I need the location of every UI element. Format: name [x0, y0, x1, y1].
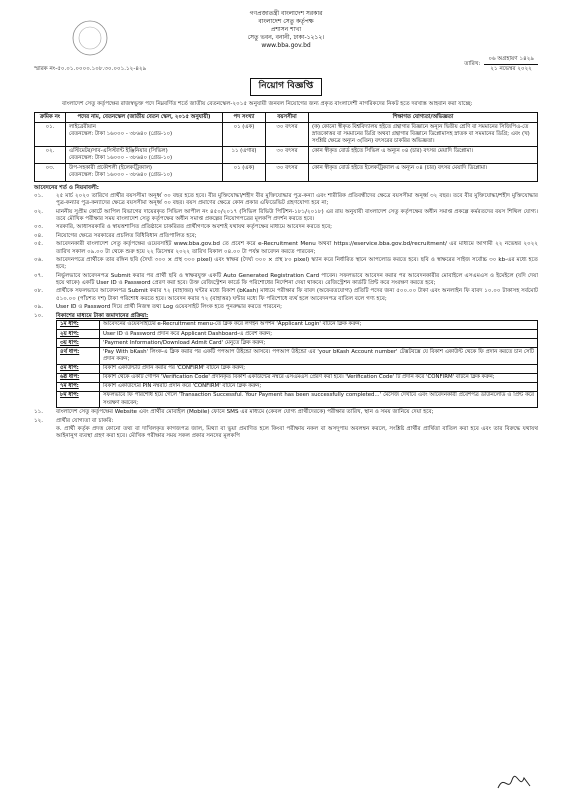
branch-name: প্রশাসন শাখা — [270, 25, 302, 33]
step-text: বিকাশ একাউন্টটি প্রদান করার পর 'CONFIRM' বাটনে ক্লিক করুন; — [100, 364, 538, 373]
item-text: ক. প্রার্থী কর্তৃক প্রদত্ত কোনো তথ্য বা দাখিলকৃত কাগজপত্র জাল, মিথ্যা বা ভুয়া প্রমাণিত হলে কিংবা পরীক্ষায় নকল বা অসদুপায় অবলম্বন করলে, সংশ্লিষ্ট প্রার্থীর প্রার্থিতা বাতিল করা হবে এবং তার বিরুদ্ধে যথাযথ আইনানুগ ব্যবস্থা গ্রহণ করা হবে। মৌখিক পরীক্ষার সময় সকল প্রকার সনদের মূলকপি — [56, 425, 538, 440]
item-number: ০৫. — [34, 241, 44, 248]
government-seal-icon — [70, 18, 110, 58]
bkash-step-row — [57, 382, 538, 391]
cell-serial: ০১. — [35, 122, 66, 146]
item-text: আবেদনপত্রে প্রার্থীকে তার রঙ্গিন ছবি (দৈর্ঘ্য ৩০০ × প্রস্থ ৩০০ pixel) এবং স্বাক্ষর (দৈর্ঘ্য ৩০০ × প্রস্থ ৮০ pixel) স্ক্যান করে নির্ধারিত স্থানে আপলোড করতে হবে। ছবি ও স্বাক্ষরের সাইজ সর্বোচ্চ ৩০ kb-এর মধ্যে হতে হবে; — [56, 256, 538, 271]
condition-item — [34, 257, 538, 272]
cell-serial: ০২. — [35, 147, 66, 164]
table-row — [35, 147, 538, 164]
post-scale: বেতনস্কেল: টাকা ১৬০০০ - ৩৮৬৪০ (গ্রেড-১০) — [69, 130, 173, 137]
post-name: উপ-সহকারী প্রকৌশলী (ইলেকট্রিক্যাল) — [69, 165, 152, 172]
condition-item — [34, 193, 538, 208]
bkash-step-row — [57, 348, 538, 364]
cell-count: ০১ (এক) — [223, 122, 266, 146]
date-label: তারিখ: — [464, 60, 481, 67]
item-text: ২৫ মার্চ ২০২০ তারিখে প্রার্থীর বয়সসীমা অনূর্ধ্ব ৩০ বছর হতে হবে। বীর মুক্তিযোদ্ধা/শহীদ বীর মুক্তিযোদ্ধার পুত্র-কন্যা এবং শারীরিক প্রতিবন্ধীদের ক্ষেত্রে বয়সসীমা অনূর্ধ্ব ৩২ বছর। তবে বীর মুক্তিযোদ্ধা/শহীদ মুক্তিযোদ্ধার পুত্র-কন্যার পুত্র-কন্যাদের ক্ষেত্রে বয়সসীমা অনূর্ধ্ব ৩০ বছর। বয়স প্রমাণের ক্ষেত্রে কোন প্রকার এফিডেভিট গ্রহণযোগ্য হবে না; — [56, 192, 538, 207]
govt-name: গণপ্রজাতন্ত্রী বাংলাদেশ সরকার — [249, 10, 323, 17]
step-text: সফলভাবে ফি পরিশোধ হয়ে গেলে 'Transaction Successful. Your Payment has been successfully completed...' মেসেজ দেখাবে এবং আবেদনকারী প্রবেশপত্র ডাউনলোড ও প্রিন্ট করে সংরক্ষণ করবেন; — [100, 391, 538, 407]
table-row — [35, 164, 538, 181]
conditions-list — [34, 193, 538, 312]
item-text: প্রার্থীকে সফলভাবে আবেদনপত্র Submit করার ৭২ (বাহাত্তর) ঘন্টার মধ্যে বিকাশ (bKash) মাধ্যমে পরীক্ষার ফি বাবদ (অফেরতযোগ্য) প্রতিটি পদের জন্য ৫০০.০০ টাকা এবং অনলাইন ফি বাবদ ১০.০০ টাকাসহ সর্বমোট ৫১০.০০ (পাঁচশত দশ) টাকা পরিশোধ করতে হবে। আবেদন করার ৭২ (বাহাত্তর) ঘন্টার মধ্যে ফি পরিশোধে ব্যর্থ হলে আবেদনপত্র বাতিল বলে গণ্য হবে; — [56, 288, 538, 302]
item-text: নিয়োগের ক্ষেত্রে সরকারের প্রচলিত বিধিবিধান প্রতিপালিত হবে; — [56, 232, 197, 239]
condition-item — [34, 426, 538, 441]
cell-age: ৩০ বৎসর — [266, 164, 309, 181]
item-text: নির্ভুলভাবে আবেদনপত্র Submit করার পর প্রার্থী ছবি ও স্বাক্ষরযুক্ত একটি Auto Generated Registration Card পাবেন। সফলভাবে আবেদন করার পর আবেদনকারীর মোবাইলে এসএমএস ও ইমেইলে (যদি দেয়া হয়ে থাকে) একটি User ID ও Password প্রেরণ করা হবে। উক্ত রেজিস্ট্রেশন কার্ডে ফি পরিশোধের নির্দেশনা দেয়া থাকবে। রেজিস্ট্রেশন কার্ডটি প্রিন্ট করে সংরক্ষণ করতে হবে; — [56, 272, 538, 287]
item-text: মাননীয় সুপ্রীম কোর্টে আপিল বিভাগের দায়েরকৃত সিভিল আপীল নং ৪৫০/২০১৭ (সিভিল রিভিউ পিটিশন-১৮১/২০১৮) এর রায় অনুযায়ী বাংলাদেশ সেতু কর্তৃপক্ষের অধীন সমাপ্ত প্রকল্পে কর্মরতদের বয়স শিথিল যোগ্য। তবে মৌখিক পরীক্ষার সময় বাংলাদেশ সেতু কর্তৃপক্ষের অধীন সমাপ্ত প্রকল্পের নিয়োগপত্রের মূলকপি প্রদর্শন করতে হবে। — [56, 208, 538, 223]
item-number: ০১. — [34, 192, 44, 199]
cell-serial: ০৩. — [35, 164, 66, 181]
bkash-steps-table — [56, 320, 538, 408]
bkash-step-row — [57, 330, 538, 339]
cell-qualification: (ক) কোনো স্বীকৃত বিশ্ববিদ্যালয় হইতে গ্রন্থাগার বিজ্ঞানে অন্যূন দ্বিতীয় শ্রেণি বা সমমানের সিজিপিএ-তে স্নাতকোত্তর বা সমমানের ডিগ্রি অথবা গ্রন্থাগার বিজ্ঞানে ডিপ্লোমাসহ স্নাতক বা সমমানের ডিগ্রি; এবং (খ) সংশ্লিষ্ট ক্ষেত্রে অন্যূন ৩(তিন) বৎসরের চাকরির অভিজ্ঞতা। — [309, 122, 538, 146]
item-text: বাংলাদেশ সেতু কর্তৃপক্ষের Website এবং প্রার্থীর মোবাইল (Mobile) ফোনে SMS এর মাধ্যমে (কেবল যোগ্য প্রার্থীদেরকে) পরীক্ষার তারিখ, স্থান ও সময় জানিয়ে দেয়া হবে; — [56, 409, 434, 416]
condition-item — [34, 273, 538, 288]
bkash-step-row — [57, 391, 538, 407]
post-name: লাইব্রেরীয়ান — [69, 123, 96, 130]
date-divider — [484, 64, 538, 65]
table-row — [35, 122, 538, 146]
condition-item — [34, 418, 538, 425]
memo-row — [34, 56, 538, 74]
col-post: পদের নাম, বেতনস্কেল (জাতীয় বেতন স্কেল, ২০১৫ অনুযায়ী) — [66, 112, 223, 122]
item-number: ১১. — [34, 409, 44, 416]
intro-paragraph: বাংলাদেশ সেতু কর্তৃপক্ষের রাজস্বভুক্ত পদে নিম্নবর্ণিত শর্তে জাতীয় বেতনস্কেল-২০১৫ অনুযায়ী জনবল নিয়োগের জন্য প্রকৃত বাংলাদেশী নাগরিকদের নিকট হতে দরখাস্ত আহবান করা যাচ্ছে: — [62, 101, 473, 108]
item-number: ০৯. — [34, 304, 44, 311]
condition-item — [34, 288, 538, 303]
step-text: 'Pay With bKash' লিংক-এ ক্লিক করার পর একটি পপআপ উইন্ডো আসবে। পপআপ উইন্ডো এর 'your bKash Account number' টেক্সটবক্সে যে বিকাশ একাউন্ট থেকে ফি প্রদান করতে চান সেটি প্রদান করুন; — [100, 348, 538, 364]
col-age: বয়সসীমা — [266, 112, 309, 122]
step-key: ২য় ধাপ: — [57, 330, 100, 339]
address: সেতু ভবন, বনানী, ঢাকা-১২১২। — [247, 33, 325, 41]
authority-name: বাংলাদেশ সেতু কর্তৃপক্ষ — [258, 17, 314, 25]
bkash-step-row — [57, 339, 538, 348]
cell-qualification: কোন স্বীকৃত বোর্ড হইতে ইলেকট্রিক্যাল এ অন্যূন ০৪ (চার) বৎসর মেয়াদি ডিপ্লোমা। — [309, 164, 538, 181]
bkash-step-row — [57, 373, 538, 382]
post-scale: বেতনস্কেল: টাকা ১৬০০০ - ৩৮৬৪০ (গ্রেড-১০) — [69, 172, 173, 179]
memo-ref: স্মারক নং-৫০.০১.০০০০.১০৮.৩০.০০১.১২-৪২৯ — [34, 65, 147, 72]
memo-date — [464, 56, 538, 74]
item-number: ০৪. — [34, 232, 44, 239]
cell-count: ১১ (এগার) — [223, 147, 266, 164]
post-name: এস্টিমেটর/সাব-এসিস্ট্যান্ট ইঞ্জিনিয়ার (সিভিল) — [69, 148, 168, 155]
step-text: 'Payment Information/Download Admit Card' মেনুতে ক্লিক করুন; — [100, 339, 538, 348]
item-number: ০৬. — [34, 256, 44, 263]
step-key: ৮ম ধাপ: — [57, 391, 100, 407]
col-serial: ক্রমিক নং — [35, 112, 66, 122]
conditions-list-2 — [34, 409, 538, 441]
cell-qualification: কোন স্বীকৃত বোর্ড হইতে সিভিল এ অন্যূন ০৪ (চার) বৎসর মেয়াদি ডিপ্লোমা। — [309, 147, 538, 164]
item-number: ০৭. — [34, 272, 44, 279]
step-key: ৩য় ধাপ: — [57, 339, 100, 348]
website: www.bba.gov.bd — [261, 41, 311, 49]
item-number: ০২. — [34, 208, 44, 215]
cell-post — [66, 122, 223, 146]
item-text: User ID ও Password দিয়ে প্রার্থী নিজস্ব তথ্য Log ওয়েবসাইট লিংক হতে পুনরুদ্ধার করতে পারবেন; — [56, 304, 282, 311]
condition-item — [34, 209, 538, 224]
post-scale: বেতনস্কেল: টাকা ১৬০০০ - ৩৮৬৪০ (গ্রেড-১০) — [69, 155, 173, 162]
col-qualification: শিক্ষাগত যোগ্যতা/অভিজ্ঞতা — [309, 112, 538, 122]
step-key: ৬ষ্ঠ ধাপ: — [57, 373, 100, 382]
bkash-step-row — [57, 364, 538, 373]
item-number: ১০. — [34, 312, 44, 319]
cell-post — [66, 164, 223, 181]
bkash-section — [34, 313, 538, 409]
condition-item — [34, 233, 538, 240]
step-key: ৪র্থ ধাপ: — [57, 348, 100, 364]
posts-table — [34, 112, 538, 182]
condition-item — [34, 304, 538, 311]
cell-age: ৩০ বৎসর — [266, 147, 309, 164]
condition-item — [34, 224, 538, 231]
bkash-step-row — [57, 320, 538, 329]
step-key: ৫ম ধাপ: — [57, 364, 100, 373]
cell-post — [66, 147, 223, 164]
condition-item — [34, 241, 538, 256]
step-text: User ID ও Password প্রদান করে Applicant Dashboard-এ প্রবেশ করুন; — [100, 330, 538, 339]
bkash-title: বিকাশের মাধ্যমে টাকা জমাদানের প্রক্রিয়া: — [56, 312, 149, 319]
step-key: ৭ম ধাপ: — [57, 382, 100, 391]
item-number: ০৮. — [34, 288, 44, 295]
item-text: সরকারি, আধাসরকারি ও স্বায়ত্তশাসিত প্রতিষ্ঠানে চাকরিরত প্রার্থীগণকে অবশ্যই যথাযথ কর্তৃপক্ষের মাধ্যমে আবেদন করতে হবে; — [56, 224, 333, 231]
signature-icon — [494, 772, 534, 794]
table-header-row — [35, 112, 538, 122]
conditions-title: আবেদনের শর্ত ও নিয়মাবলী: — [34, 184, 100, 191]
item-number: ০৩. — [34, 224, 44, 231]
step-text: আবেদনের ওয়েবসাইটের e-Recruitment menu-তে ক্লিক করে লগইন অপশন 'Applicant Login' বাটনে ক্লিক করুন; — [100, 320, 538, 329]
date-box — [484, 56, 538, 74]
step-text: বিকাশ একাউন্টের PIN নম্বরটি প্রদান করে 'CONFIRM' বাটনে ক্লিক করুন; — [100, 382, 538, 391]
col-count: পদ সংখ্যা — [223, 112, 266, 122]
item-text: প্রার্থীর যোগ্যতা বা চাকরি: — [56, 417, 114, 424]
item-number: ১২. — [34, 417, 44, 424]
step-text: বিকাশ থেকে একটি গোপন 'Verification Code' প্রদানকৃত বিকাশ একাউন্টের নম্বরে এসএমএস প্রেরণ করা হবে। 'Verification Code' টি প্রদান করে 'CONFIRM' বাটনে ক্লিক করুন; — [100, 373, 538, 382]
item-text: আবেদনকারী বাংলাদেশ সেতু কর্তৃপক্ষের ওয়েবসাইট www.bba.gov.bd তে প্রবেশ করে e-Recruitment Menu অথবা https://eservice.bba.gov.bd/recruitment/ এর মাধ্যমে আগামী ২২ নভেম্বর ২০২২ তারিখ সকাল ০৯.০০ টা থেকে শুরু হয়ে ২২ ডিসেম্বর ২০২২ তারিখ বিকাল ০৪.০০ টা পর্যন্ত আবেদন করতে পারবেন; — [56, 241, 538, 255]
date-bangla: ০৬ অগ্রহায়ণ ১৪২৯ — [488, 55, 534, 62]
item-number — [34, 426, 56, 441]
step-key: ১ম ধাপ: — [57, 320, 100, 329]
date-english: ২১ নভেম্বর ২০২২ — [490, 65, 532, 72]
cell-count: ০১ (এক) — [223, 164, 266, 181]
cell-age: ৩০ বৎসর — [266, 122, 309, 146]
condition-item — [34, 409, 538, 416]
notice-title: নিয়োগ বিজ্ঞপ্তি — [34, 78, 538, 96]
